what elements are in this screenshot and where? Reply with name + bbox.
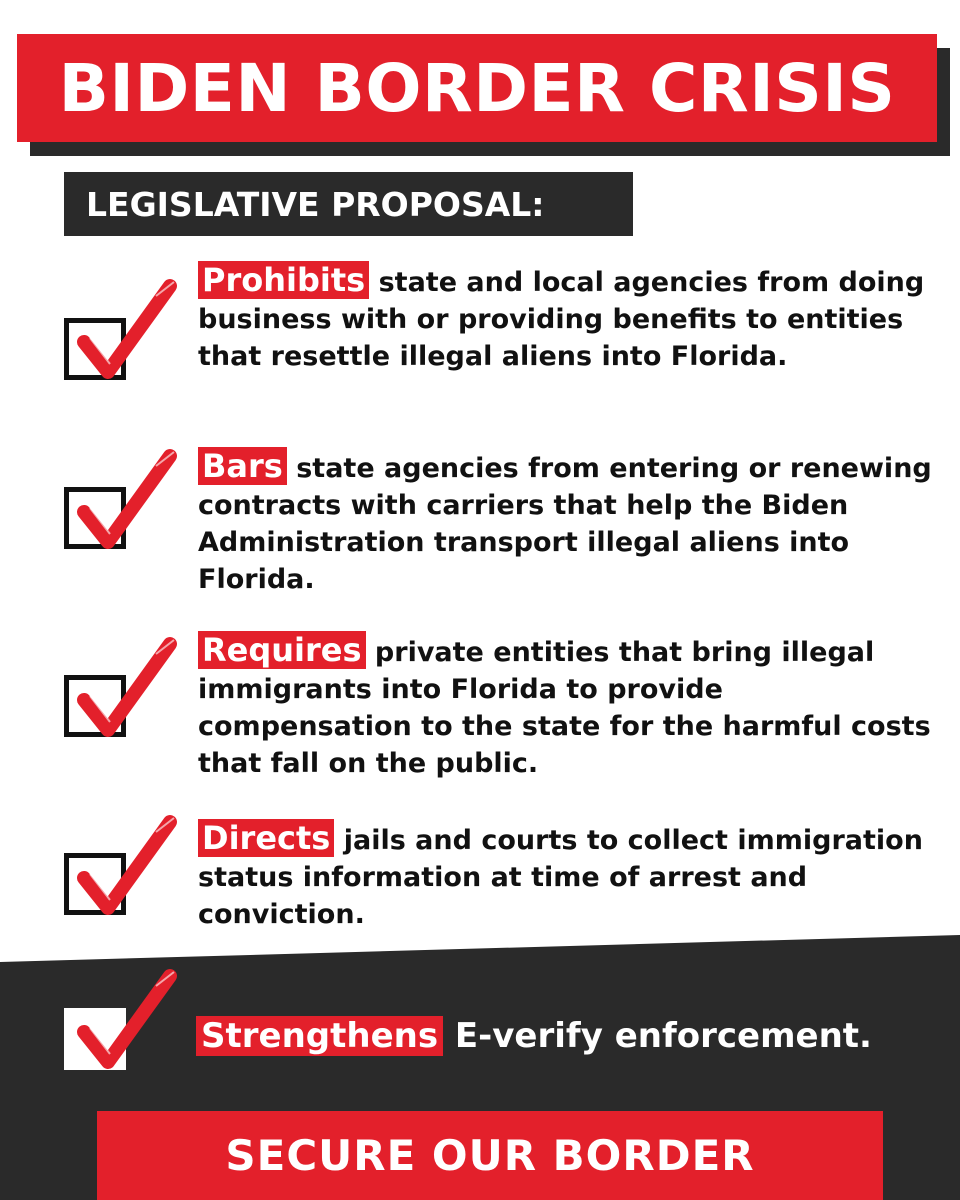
item-text <box>198 632 938 782</box>
item-description: jails and courts to collect immigration status information at time of arrest and conviction. <box>198 825 923 930</box>
red-checkmark-icon <box>70 630 180 740</box>
red-checkmark-icon <box>70 272 180 382</box>
item-description: E-verify enforcement. <box>443 1016 872 1056</box>
item-text <box>196 1016 872 1056</box>
item-text <box>198 448 938 598</box>
item-description: state and local agencies from doing business with or providing benefits to entities that resettle illegal aliens into Florida. <box>198 267 925 372</box>
red-checkmark-icon <box>70 962 180 1072</box>
red-checkmark-icon <box>70 808 180 918</box>
item-keyword: Prohibits <box>198 261 369 299</box>
item-text <box>198 262 938 375</box>
title-banner <box>17 34 937 142</box>
item-keyword: Requires <box>198 631 366 669</box>
cta-banner <box>97 1111 883 1200</box>
item-text <box>198 820 938 933</box>
item-keyword: Bars <box>198 447 287 485</box>
item-keyword: Directs <box>198 819 334 857</box>
cta-text: SECURE OUR BORDER <box>225 1131 755 1180</box>
item-keyword: Strengthens <box>196 1016 443 1056</box>
item-description: private entities that bring illegal immigrants into Florida to provide compensation to the state for the harmful costs that fall on the public. <box>198 637 931 779</box>
red-checkmark-icon <box>70 442 180 552</box>
title-text: BIDEN BORDER CRISIS <box>58 49 896 127</box>
subtitle-banner <box>64 172 633 236</box>
subtitle-text: LEGISLATIVE PROPOSAL: <box>86 184 545 224</box>
item-description: state agencies from entering or renewing contracts with carriers that help the Biden Administration transport illegal aliens into Florida. <box>198 453 932 595</box>
